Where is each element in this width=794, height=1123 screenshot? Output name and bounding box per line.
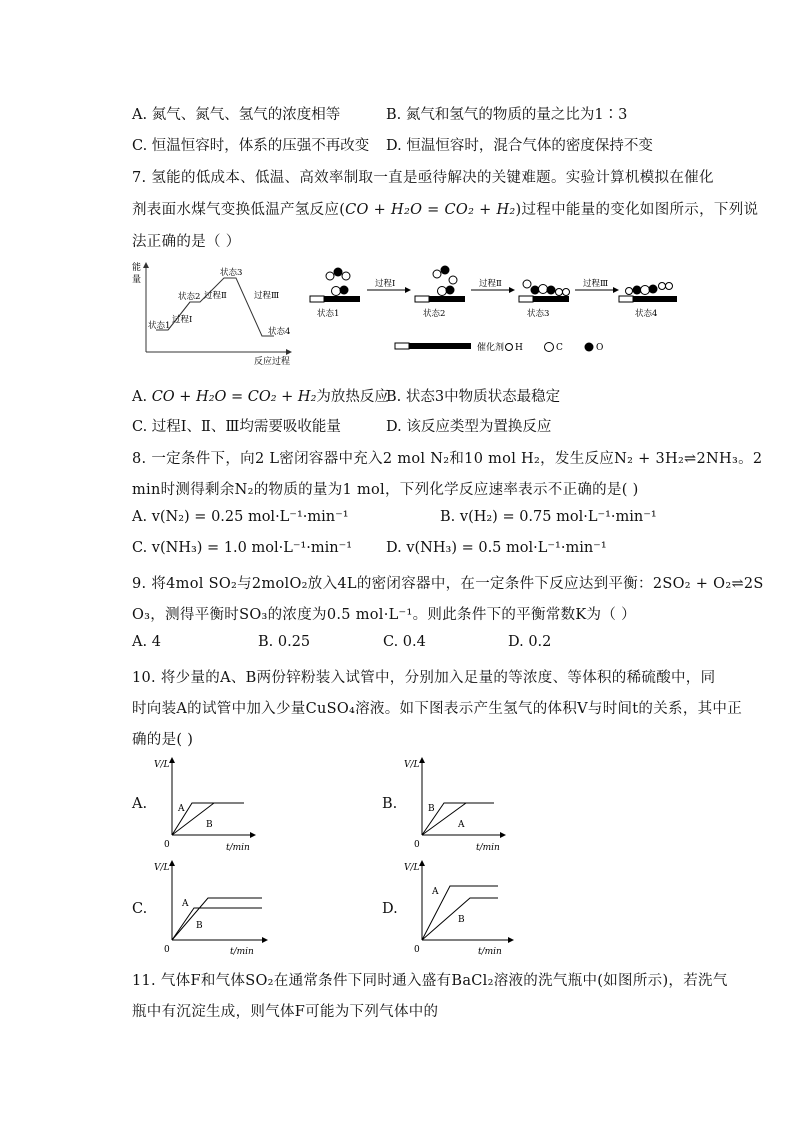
- q9-option-d: D. 0.2: [508, 634, 552, 650]
- q7-stem-line1: 7. 氢能的低成本、低温、高效率制取一直是亟待解决的关键难题。实验计算机模拟在催化: [132, 170, 714, 186]
- q7-option-c: C. 过程Ⅰ、Ⅱ、Ⅲ均需要吸收能量: [132, 419, 341, 435]
- graph-c-y-label: V/L: [154, 863, 170, 873]
- graph-b-x-label: t/min: [476, 843, 500, 853]
- graph-c-curve-b: B: [196, 921, 203, 931]
- graph-a-x-label: t/min: [226, 843, 250, 853]
- graph-a-curve-a: A: [178, 804, 185, 814]
- q6-option-d: D. 恒温恒容时，混合气体的密度保持不变: [386, 138, 653, 154]
- state1-label: 状态1: [148, 321, 171, 331]
- q10-option-c-label: C.: [132, 901, 148, 917]
- graph-c-x-label: t/min: [230, 947, 254, 956]
- q8-option-d: D. v(NH₃) = 0.5 mol·L⁻¹·min⁻¹: [386, 540, 607, 556]
- graph-b-curve-a: A: [458, 820, 465, 830]
- q7-stem-line2: 剂表面水煤气变换低温产氢反应(CO + H₂O = CO₂ + H₂)过程中能量的变化如图所示，下列说: [132, 202, 759, 218]
- q10-option-d-label: D.: [382, 901, 398, 917]
- graph-a-origin: 0: [164, 840, 170, 850]
- mech-state4-label: 状态4: [635, 309, 658, 319]
- legend-o: O: [596, 343, 604, 353]
- q9-stem-line1: 9. 将4mol SO₂与2molO₂放入4L的密闭容器中，在一定条件下反应达到平衡：2SO₂ + O₂⇌2S: [132, 576, 764, 592]
- mech-state2-label: 状态2: [423, 309, 446, 319]
- graph-c-origin: 0: [164, 945, 170, 955]
- q10-stem-line3: 确的是( ): [132, 732, 194, 748]
- state2-label: 状态2: [178, 292, 201, 302]
- graph-c-curve-a: A: [182, 899, 189, 909]
- q11-stem-line2: 瓶中有沉淀生成，则气体F可能为下列气体中的: [132, 1004, 439, 1020]
- q9-option-b: B. 0.25: [258, 634, 311, 650]
- legend-h: H: [515, 343, 523, 353]
- process3-label: 过程Ⅲ: [254, 291, 280, 301]
- mech-state3-label: 状态3: [527, 309, 550, 319]
- graph-option-a: [150, 755, 260, 853]
- q10-stem-line1: 10. 将少量的A、B两份锌粉装入试管中，分别加入足量的等浓度、等体积的稀硫酸中，同: [132, 670, 716, 686]
- q10-stem-line2: 时向装A的试管中加入少量CuSO₄溶液。如下图表示产生氢气的体积V与时间t的关系，其中正: [132, 701, 743, 717]
- graph-option-b: [400, 755, 510, 853]
- q7-option-a: A. CO + H₂O = CO₂ + H₂为放热反应: [132, 389, 389, 405]
- q7-option-d: D. 该反应类型为置换反应: [386, 419, 552, 435]
- q6-option-a: A. 氮气、氮气、氢气的浓度相等: [132, 107, 341, 123]
- graph-d-origin: 0: [414, 945, 420, 955]
- energy-profile-diagram: [128, 260, 298, 370]
- mech-arrow2-label: 过程Ⅱ: [479, 279, 502, 289]
- mech-state1-label: 状态1: [317, 309, 340, 319]
- q6-option-b: B. 氮气和氢气的物质的量之比为1∶3: [386, 107, 628, 123]
- q8-stem-line2: min时测得剩余N₂的物质的量为1 mol，下列化学反应速率表示不正确的是( ): [132, 482, 639, 498]
- graph-d-y-label: V/L: [404, 863, 420, 873]
- graph-d-curve-b: B: [458, 915, 465, 925]
- y-axis-label-2: 量: [132, 275, 142, 285]
- graph-b-origin: 0: [414, 840, 420, 850]
- graph-b-curve-b: B: [428, 804, 435, 814]
- q9-option-c: C. 0.4: [383, 634, 426, 650]
- process1-label: 过程Ⅰ: [172, 315, 193, 325]
- q8-option-b: B. v(H₂) = 0.75 mol·L⁻¹·min⁻¹: [440, 509, 657, 525]
- graph-option-d: [400, 858, 518, 956]
- graph-d-curve-a: A: [432, 887, 439, 897]
- process2-label: 过程Ⅱ: [204, 291, 227, 301]
- graph-a-curve-b: B: [206, 820, 213, 830]
- q10-option-b-label: B.: [382, 796, 398, 812]
- x-axis-label: 反应过程: [254, 357, 291, 367]
- graph-d-x-label: t/min: [478, 947, 502, 956]
- q11-stem-line1: 11. 气体F和气体SO₂在通常条件下同时通入盛有BaCl₂溶液的洗气瓶中(如图所示)，若洗气: [132, 973, 728, 989]
- graph-a-y-label: V/L: [154, 760, 170, 770]
- graph-option-c: [150, 858, 272, 956]
- q7-stem-line3: 法正确的是（ ）: [132, 234, 241, 250]
- state4-label: 状态4: [268, 327, 291, 337]
- q9-option-a: A. 4: [132, 634, 161, 650]
- q6-option-c: C. 恒温恒容时，体系的压强不再改变: [132, 138, 370, 154]
- legend-catalyst: 催化剂: [477, 343, 505, 353]
- state3-label: 状态3: [220, 268, 243, 278]
- mech-arrow1-label: 过程Ⅰ: [375, 279, 396, 289]
- q8-stem-line1: 8. 一定条件下，向2 L密闭容器中充入2 mol N₂和10 mol H₂，发生反应N₂ + 3H₂⇌2NH₃。2: [132, 451, 763, 467]
- legend-c: C: [556, 343, 563, 353]
- catalyst-mechanism-diagram: [305, 262, 685, 354]
- q8-option-a: A. v(N₂) = 0.25 mol·L⁻¹·min⁻¹: [132, 509, 349, 525]
- q9-stem-line2: O₃，测得平衡时SO₃的浓度为0.5 mol·L⁻¹。则此条件下的平衡常数K为（ ）: [132, 607, 636, 623]
- y-axis-label-1: 能: [132, 263, 142, 273]
- q10-option-a-label: A.: [132, 796, 148, 812]
- q8-option-c: C. v(NH₃) = 1.0 mol·L⁻¹·min⁻¹: [132, 540, 353, 556]
- q7-option-b: B. 状态3中物质状态最稳定: [386, 389, 561, 405]
- graph-b-y-label: V/L: [404, 760, 420, 770]
- mech-arrow3-label: 过程Ⅲ: [583, 279, 609, 289]
